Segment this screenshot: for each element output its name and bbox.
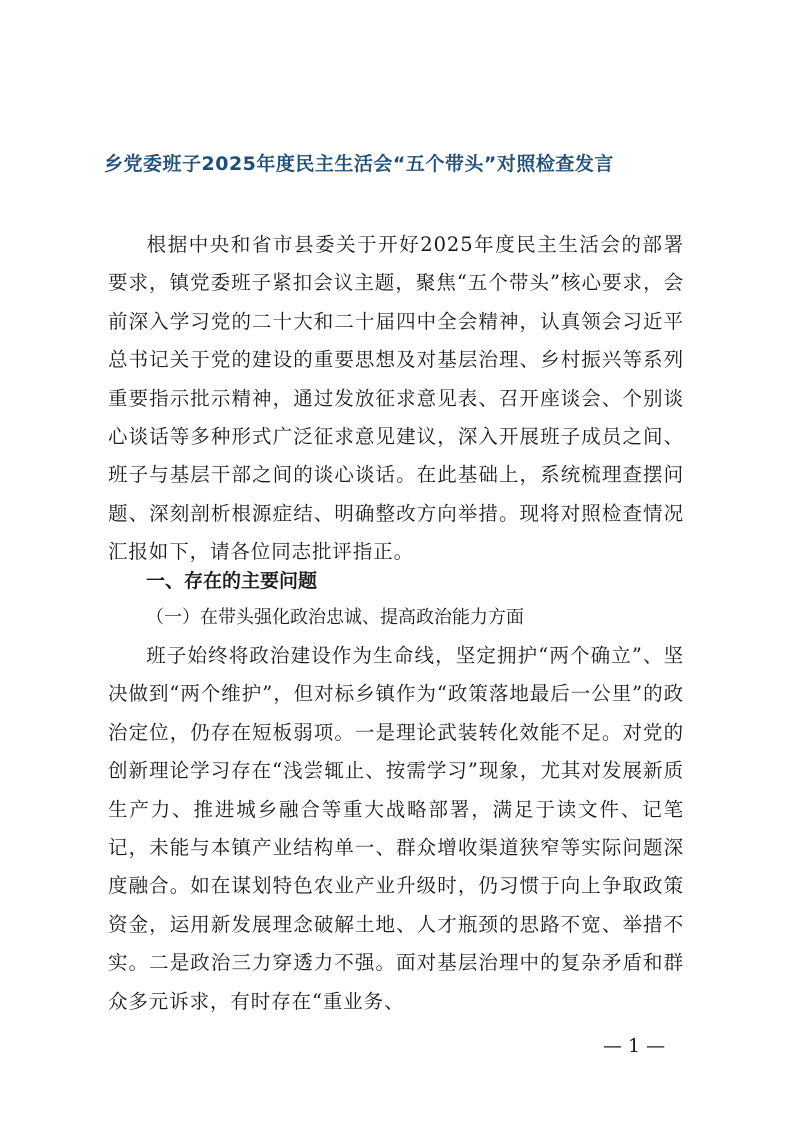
document-title: 乡党委班子2025年度民主生活会“五个带头”对照检查发言 (104, 153, 614, 175)
page-number: — 1 — (603, 1035, 666, 1057)
section-heading: 一、存在的主要问题 (146, 570, 318, 592)
subsection-paragraph-text: 班子始终将政治建设作为生命线，坚定拥护“两个确立”、坚决做到“两个维护”，但对标乡镇作为“政策落地最后一公里”的政治定位，仍存在短板弱项。一是理论武装转化效能不足。对党的创新理论学习存在“浅尝辄止、按需学习”现象，尤其对发展新质生产力、推进城乡融合等重大战略部署，满足于读文件、记笔记，未能与本镇产业结构单一、群众增收渠道狭窄等实际问题深度融合。如在谋划特色农业产业升级时，仍习惯于向上争取政策资金，运用新发展理念破解土地、人才瓶颈的思路不宽、举措不实。二是政治三力穿透力不强。面对基层治理中的复杂矛盾和群众多元诉求，有时存在“重业务、 (108, 644, 684, 1013)
subsection-paragraph (108, 637, 684, 1021)
intro-paragraph-text: 根据中央和省市县委关于开好2025年度民主生活会的部署要求，镇党委班子紧扣会议主题，聚焦“五个带头”核心要求，会前深入学习党的二十大和二十届四中全会精神，认真领会习近平总书记关于党的建设的重要思想及对基层治理、乡村振兴等系列重要指示批示精神，通过发放征求意见表、召开座谈会、个别谈心谈话等多种形式广泛征求意见建议，深入开展班子成员之间、班子与基层干部之间的谈心谈话。在此基础上，系统梳理查摆问题、深刻剖析根源症结、明确整改方向举措。现将对照检查情况汇报如下，请各位同志批评指正。 (108, 233, 684, 564)
intro-paragraph (108, 226, 684, 572)
subsection-heading: （一）在带头强化政治忠诚、提高政治能力方面 (146, 607, 524, 628)
